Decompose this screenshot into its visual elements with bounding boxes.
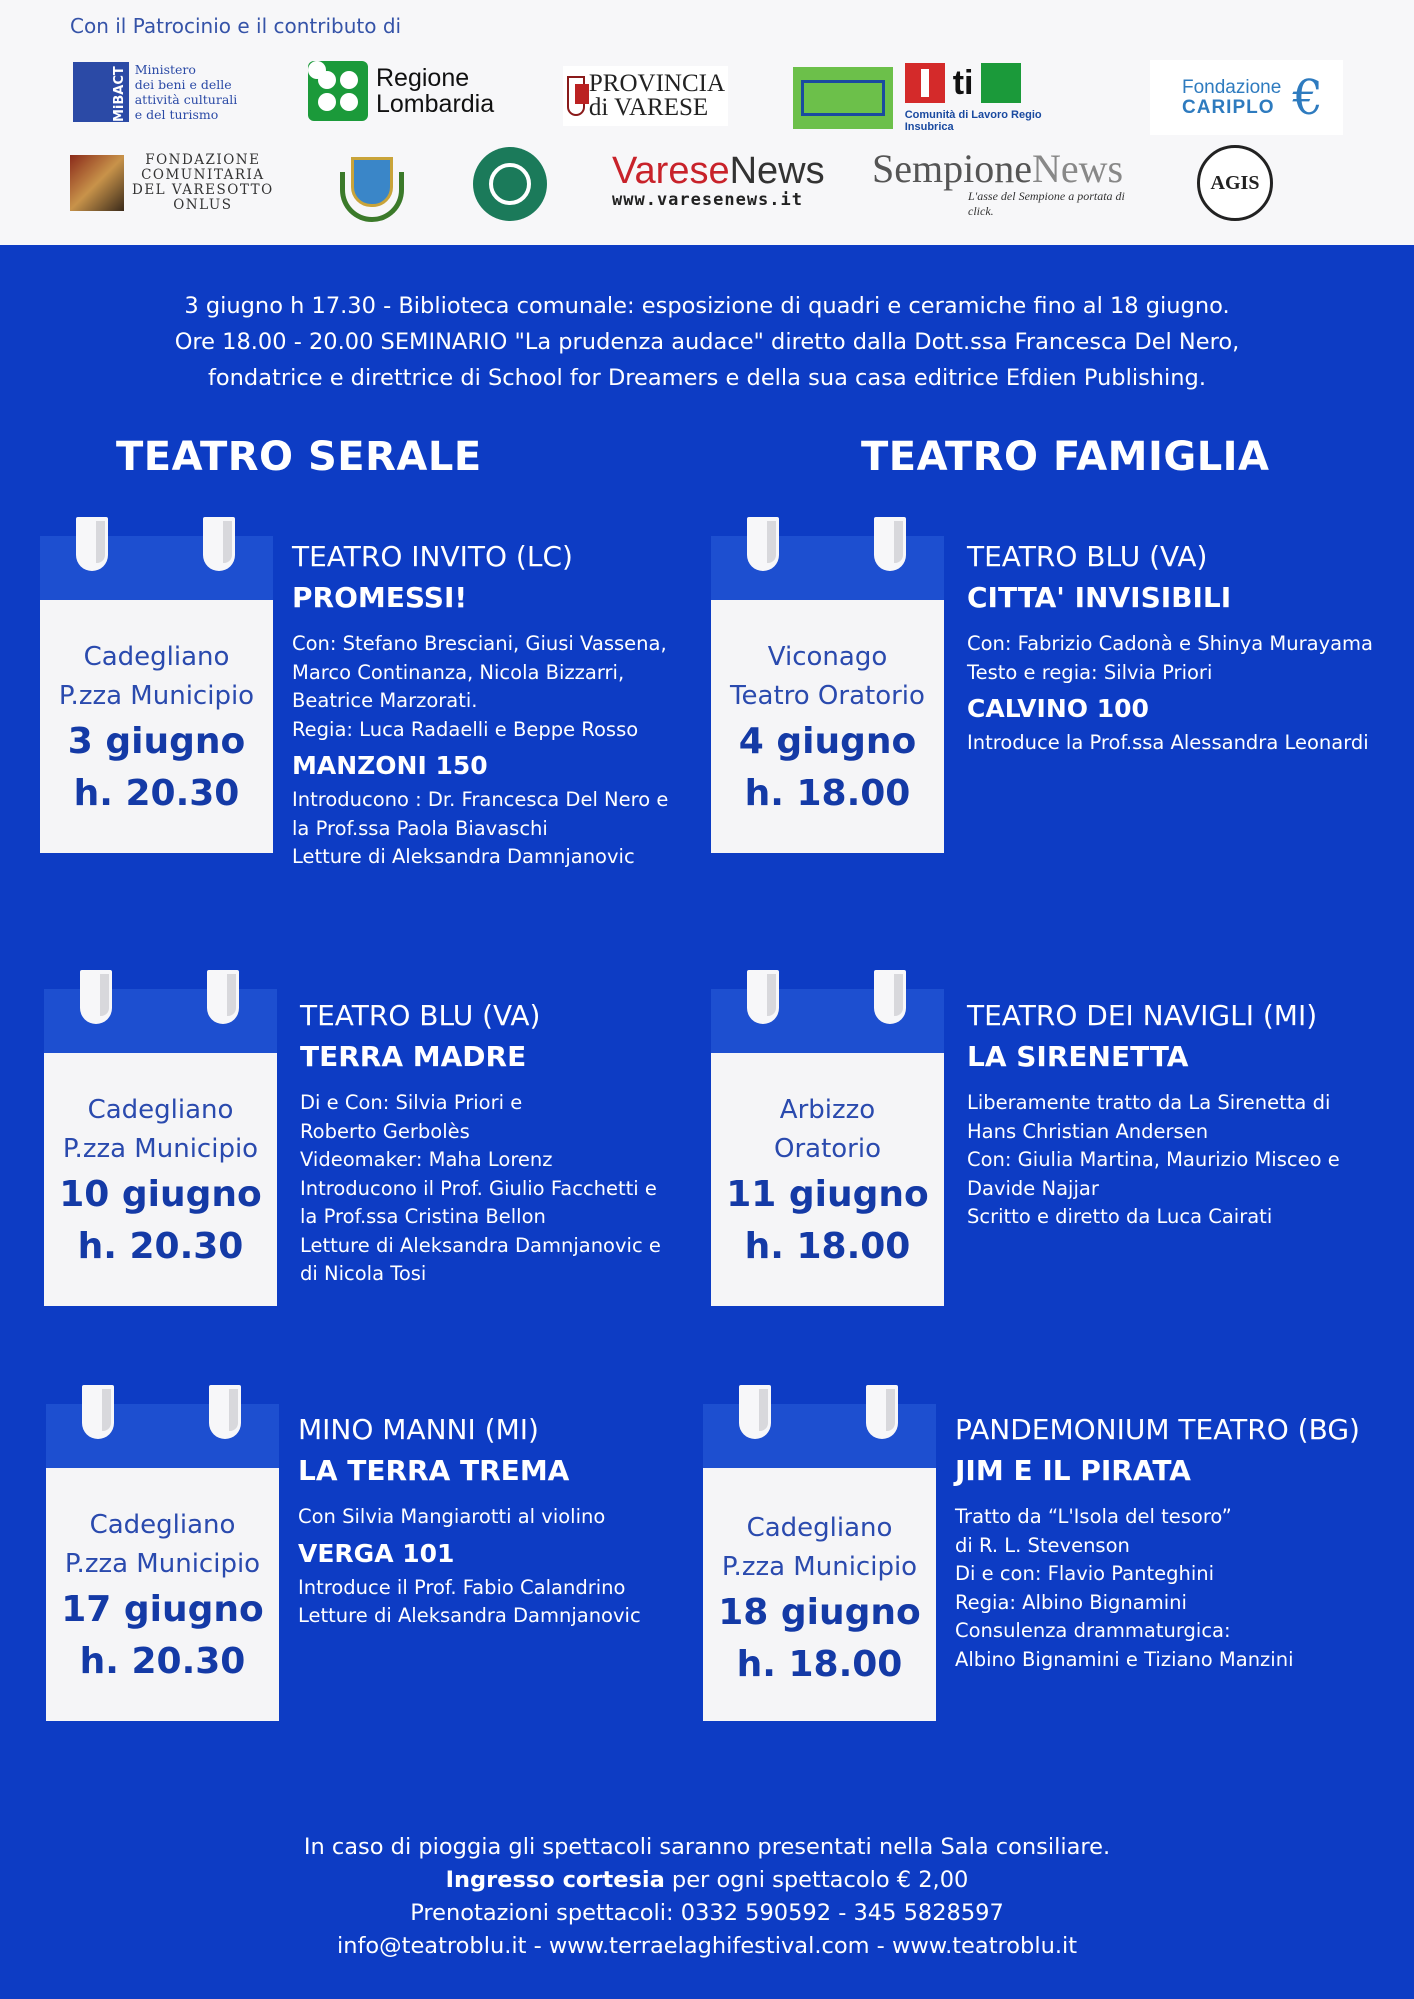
event-credit-line: Di e Con: Silvia Priori e bbox=[300, 1091, 523, 1114]
event-date: 4 giugno bbox=[738, 721, 917, 762]
calendar-body bbox=[40, 600, 273, 853]
cariplo-line1: Fondazione bbox=[1182, 76, 1282, 98]
calendar-header bbox=[711, 989, 944, 1053]
event-time: h. 18.00 bbox=[744, 773, 911, 814]
event-credit-line: Con Silvia Mangiarotti al violino bbox=[298, 1505, 606, 1528]
event-credit-line: Introducono : Dr. Francesca Del Nero e bbox=[292, 788, 669, 811]
section-title-famiglia: TEATRO FAMIGLIA bbox=[861, 434, 1270, 480]
event-credit-line: Marco Continanza, Nicola Bizzarri, bbox=[292, 660, 625, 684]
event-date: 17 giugno bbox=[61, 1589, 264, 1630]
footer-info bbox=[0, 1831, 1414, 1963]
swiss-flag-icon bbox=[905, 63, 945, 103]
event-time: h. 18.00 bbox=[736, 1644, 903, 1685]
provincia-varese-logo bbox=[563, 66, 728, 126]
lombardia-mark-icon bbox=[981, 63, 1021, 103]
fondazione-comunitaria-logo bbox=[70, 153, 276, 213]
event-company: PANDEMONIUM TEATRO (BG) bbox=[955, 1413, 1360, 1446]
calendar-body bbox=[703, 1468, 936, 1721]
event-details bbox=[967, 997, 1387, 1232]
calendar-ring-icon bbox=[203, 517, 235, 571]
event-venue: P.zza Municipio bbox=[62, 1134, 259, 1164]
event-details bbox=[967, 538, 1387, 758]
event-place: Cadegliano bbox=[89, 1510, 236, 1540]
footer-contacts: info@teatroblu.it - www.terraelaghifestival.com - www.teatroblu.it bbox=[336, 1933, 1078, 1959]
sempione-main-a: Sempione bbox=[872, 146, 1032, 191]
sponsor-intro: Con il Patrocinio e il contributo di bbox=[70, 14, 402, 38]
footer-price-text: per ogni spettacolo € 2,00 bbox=[664, 1867, 969, 1893]
event-date: 10 giugno bbox=[59, 1174, 262, 1215]
calendar-body bbox=[711, 1053, 944, 1306]
fcv-text: FONDAZIONE COMUNITARIA DEL VARESOTTO ONLUS bbox=[132, 152, 274, 213]
event-subtitle: MANZONI 150 bbox=[292, 751, 488, 780]
event-credit-line: Regia: Albino Bignamini bbox=[955, 1590, 1187, 1614]
insubria-mark-icon bbox=[793, 67, 893, 129]
calendar-header bbox=[711, 536, 944, 600]
lombardia-text: Regione Lombardia bbox=[376, 64, 495, 118]
footer-phone: Prenotazioni spettacoli: 0332 590592 - 345 5828597 bbox=[410, 1900, 1004, 1926]
fondazione-cariplo-logo bbox=[1150, 60, 1343, 135]
event-credit-line: Con: Stefano Bresciani, Giusi Vassena, bbox=[292, 632, 667, 655]
calendar-header bbox=[44, 989, 277, 1053]
mibact-logo bbox=[70, 60, 240, 124]
intro-text bbox=[0, 288, 1414, 396]
event-credit-line: Con: Fabrizio Cadonà e Shinya Murayama bbox=[967, 632, 1374, 655]
event-venue: Teatro Oratorio bbox=[730, 681, 925, 711]
event-place: Viconago bbox=[767, 642, 888, 672]
event-time: h. 20.30 bbox=[77, 1226, 244, 1267]
event-credit-line: Scritto e diretto da Luca Cairati bbox=[967, 1205, 1273, 1228]
fcv-painting-icon bbox=[70, 155, 124, 211]
calendar-header bbox=[40, 536, 273, 600]
varese-crest-icon bbox=[567, 76, 585, 116]
varese-text: PROVINCIA di VARESE bbox=[588, 70, 724, 121]
calendar-ring-icon bbox=[874, 517, 906, 571]
event-credit-line: Davide Najjar bbox=[967, 1176, 1099, 1200]
footer-price-label: Ingresso cortesia bbox=[445, 1867, 665, 1893]
insubria-caption: Comunità di Lavoro Regio Insubrica bbox=[904, 109, 1042, 133]
event-credit-line: Introduce il Prof. Fabio Calandrino bbox=[298, 1575, 626, 1599]
event-title: CITTA' INVISIBILI bbox=[967, 581, 1232, 614]
calendar-body bbox=[46, 1468, 279, 1721]
sempionenews-logo bbox=[872, 146, 1144, 218]
event-credit-line: Beatrice Marzorati. bbox=[292, 689, 478, 712]
footer-price bbox=[0, 1864, 1414, 1897]
event-place: Cadegliano bbox=[83, 642, 230, 672]
event-credit-line: Videomaker: Maha Lorenz bbox=[300, 1148, 553, 1171]
event-date: 11 giugno bbox=[726, 1174, 929, 1215]
event-time: h. 20.30 bbox=[73, 773, 240, 814]
event-credit-line: di R. L. Stevenson bbox=[955, 1533, 1130, 1557]
event-date: 3 giugno bbox=[67, 721, 246, 762]
event-venue: P.zza Municipio bbox=[64, 1549, 261, 1579]
calendar-header bbox=[46, 1404, 279, 1468]
event-title: LA SIRENETTA bbox=[967, 1040, 1189, 1073]
agis-logo bbox=[1196, 142, 1274, 224]
event-credit-line: Letture di Aleksandra Damnjanovic bbox=[298, 1604, 641, 1627]
comune-crest-logo bbox=[336, 136, 408, 228]
event-date: 18 giugno bbox=[718, 1592, 921, 1633]
event-place: Cadegliano bbox=[746, 1513, 893, 1543]
event-subtitle: CALVINO 100 bbox=[967, 694, 1149, 723]
event-credit-line: Liberamente tratto da La Sirenetta di bbox=[967, 1091, 1331, 1114]
event-title: JIM E IL PIRATA bbox=[955, 1454, 1191, 1487]
event-company: TEATRO BLU (VA) bbox=[300, 999, 541, 1032]
event-venue: P.zza Municipio bbox=[721, 1552, 918, 1582]
event-credit-line: Roberto Gerbolès bbox=[300, 1119, 470, 1143]
event-company: TEATRO DEI NAVIGLI (MI) bbox=[967, 999, 1318, 1032]
university-seal-icon bbox=[473, 147, 547, 221]
calendar-header bbox=[703, 1404, 936, 1468]
mibact-text: Ministero dei beni e delle attività culturali e del turismo bbox=[134, 62, 238, 122]
event-title: TERRA MADRE bbox=[300, 1040, 527, 1073]
event-company: MINO MANNI (MI) bbox=[298, 1413, 539, 1446]
varesenews-logo bbox=[612, 150, 825, 212]
event-venue: P.zza Municipio bbox=[58, 681, 255, 711]
lombardia-rose-icon bbox=[308, 61, 368, 121]
event-company: TEATRO BLU (VA) bbox=[967, 540, 1208, 573]
ticino-mark: ti bbox=[952, 64, 974, 102]
event-credit-line: Albino Bignamini e Tiziano Manzini bbox=[955, 1647, 1294, 1671]
event-credit-line: di Nicola Tosi bbox=[300, 1262, 427, 1285]
event-credit-line: Regia: Luca Radaelli e Beppe Rosso bbox=[292, 717, 639, 741]
calendar-body bbox=[44, 1053, 277, 1306]
event-time: h. 18.00 bbox=[744, 1226, 911, 1267]
footer-rain-note: In caso di pioggia gli spettacoli saranno presentati nella Sala consiliare. bbox=[303, 1834, 1111, 1860]
event-title: LA TERRA TREMA bbox=[298, 1454, 570, 1487]
event-time: h. 20.30 bbox=[79, 1641, 246, 1682]
event-details bbox=[955, 1411, 1395, 1674]
calendar-ring-icon bbox=[209, 1385, 241, 1439]
calendar-ring-icon bbox=[874, 970, 906, 1024]
calendar-ring-icon bbox=[80, 970, 112, 1024]
event-credit-line: Consulenza drammaturgica: bbox=[955, 1619, 1231, 1642]
varesenews-url: www.varesenews.it bbox=[612, 190, 803, 210]
event-venue: Oratorio bbox=[773, 1134, 881, 1164]
calendar-ring-icon bbox=[207, 970, 239, 1024]
event-credit-line: Hans Christian Andersen bbox=[967, 1119, 1209, 1143]
section-title-serale: TEATRO SERALE bbox=[116, 434, 482, 480]
cariplo-line2: CARIPLO bbox=[1182, 96, 1275, 118]
intro-line: fondatrice e direttrice di School for Dreamers e della sua casa editrice Efdien Publishing. bbox=[207, 365, 1206, 391]
event-credit-line: Di e con: Flavio Panteghini bbox=[955, 1562, 1215, 1585]
event-credit-line: Letture di Aleksandra Damnjanovic bbox=[292, 845, 635, 868]
intro-line: 3 giugno h 17.30 - Biblioteca comunale: esposizione di quadri e ceramiche fino al 18 giugno. bbox=[184, 293, 1230, 319]
event-place: Cadegliano bbox=[87, 1095, 234, 1125]
calendar-body bbox=[711, 600, 944, 853]
universita-insubria-logo bbox=[466, 145, 554, 223]
event-subtitle: VERGA 101 bbox=[298, 1538, 455, 1568]
event-credit-line: Testo e regia: Silvia Priori bbox=[967, 660, 1213, 684]
event-credit-line: Introducono il Prof. Giulio Facchetti e bbox=[300, 1176, 657, 1200]
agis-text: AGIS bbox=[1197, 145, 1273, 221]
sempione-tagline: L'asse del Sempione a portata di click. bbox=[968, 189, 1125, 218]
calendar-ring-icon bbox=[747, 517, 779, 571]
event-credit-line: la Prof.ssa Paola Biavaschi bbox=[292, 816, 548, 840]
regione-lombardia-logo bbox=[308, 60, 518, 122]
event-credit-line: la Prof.ssa Cristina Bellon bbox=[300, 1205, 546, 1228]
event-details bbox=[292, 538, 692, 872]
event-credit-line: Con: Giulia Martina, Maurizio Misceo e bbox=[967, 1148, 1340, 1171]
event-place: Arbizzo bbox=[779, 1095, 876, 1125]
calendar-ring-icon bbox=[866, 1385, 898, 1439]
mibact-mark: MiBACT bbox=[73, 62, 129, 122]
varesenews-main-a: Varese bbox=[612, 150, 730, 192]
event-credit-line: Letture di Aleksandra Damnjanovic e bbox=[300, 1233, 661, 1257]
event-credit-line: Tratto da “L'Isola del tesoro” bbox=[955, 1505, 1232, 1528]
event-details bbox=[300, 997, 700, 1289]
event-credit-line: Introduce la Prof.ssa Alessandra Leonardi bbox=[967, 731, 1369, 754]
regio-insubrica-logo bbox=[793, 64, 1093, 132]
intro-line: Ore 18.00 - 20.00 SEMINARIO "La prudenza audace" diretto dalla Dott.ssa Francesca Del Nero, bbox=[174, 329, 1240, 355]
sponsor-header bbox=[0, 0, 1414, 245]
event-company: TEATRO INVITO (LC) bbox=[292, 540, 573, 573]
event-title: PROMESSI! bbox=[292, 581, 468, 614]
laurel-wreath-icon bbox=[340, 172, 404, 222]
sempione-main-b: News bbox=[1031, 146, 1124, 191]
cariplo-mark-icon: € bbox=[1292, 70, 1323, 126]
event-details bbox=[298, 1411, 698, 1631]
calendar-ring-icon bbox=[739, 1385, 771, 1439]
calendar-ring-icon bbox=[76, 517, 108, 571]
calendar-ring-icon bbox=[747, 970, 779, 1024]
varesenews-main-b: News bbox=[729, 150, 825, 192]
calendar-ring-icon bbox=[82, 1385, 114, 1439]
